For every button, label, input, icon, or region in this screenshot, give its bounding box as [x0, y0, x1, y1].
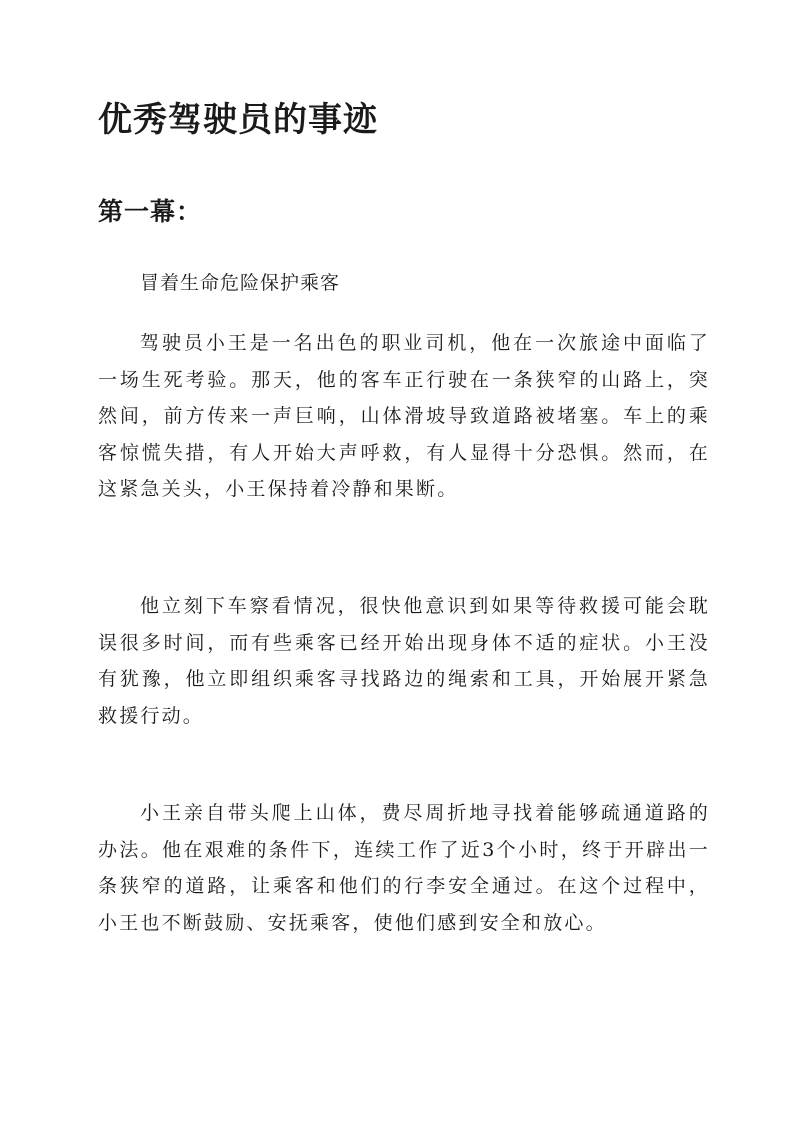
- paragraph: 小王亲自带头爬上山体，费尽周折地寻找着能够疏通道路的办法。他在艰难的条件下，连续工作了近3个小时，终于开辟出一条狭窄的道路，让乘客和他们的行李安全通过。在这个过程中，小王也不断鼓励、安抚乘客，使他们感到安全和放心。: [98, 802, 710, 934]
- paragraph: 驾驶员小王是一名出色的职业司机，他在一次旅途中面临了一场生死考验。那天，他的客车正行驶在一条狭窄的山路上，突然间，前方传来一声巨响，山体滑坡导致道路被堵塞。车上的乘客惊慌失措，有人开始大声呼救，有人显得十分恐惧。然而，在这紧急关头，小王保持着冷静和果断。: [98, 332, 710, 501]
- document-title: 优秀驾驶员的事迹: [98, 100, 378, 140]
- section-heading: 第一幕：: [98, 197, 203, 226]
- paragraph: 他立刻下车察看情况，很快他意识到如果等待救援可能会耽误很多时间，而有些乘客已经开始出现身体不适的症状。小王没有犹豫，他立即组织乘客寻找路边的绳索和工具，开始展开紧急救援行动。: [98, 595, 710, 727]
- section-subtitle: 冒着生命危险保护乘客: [140, 272, 341, 294]
